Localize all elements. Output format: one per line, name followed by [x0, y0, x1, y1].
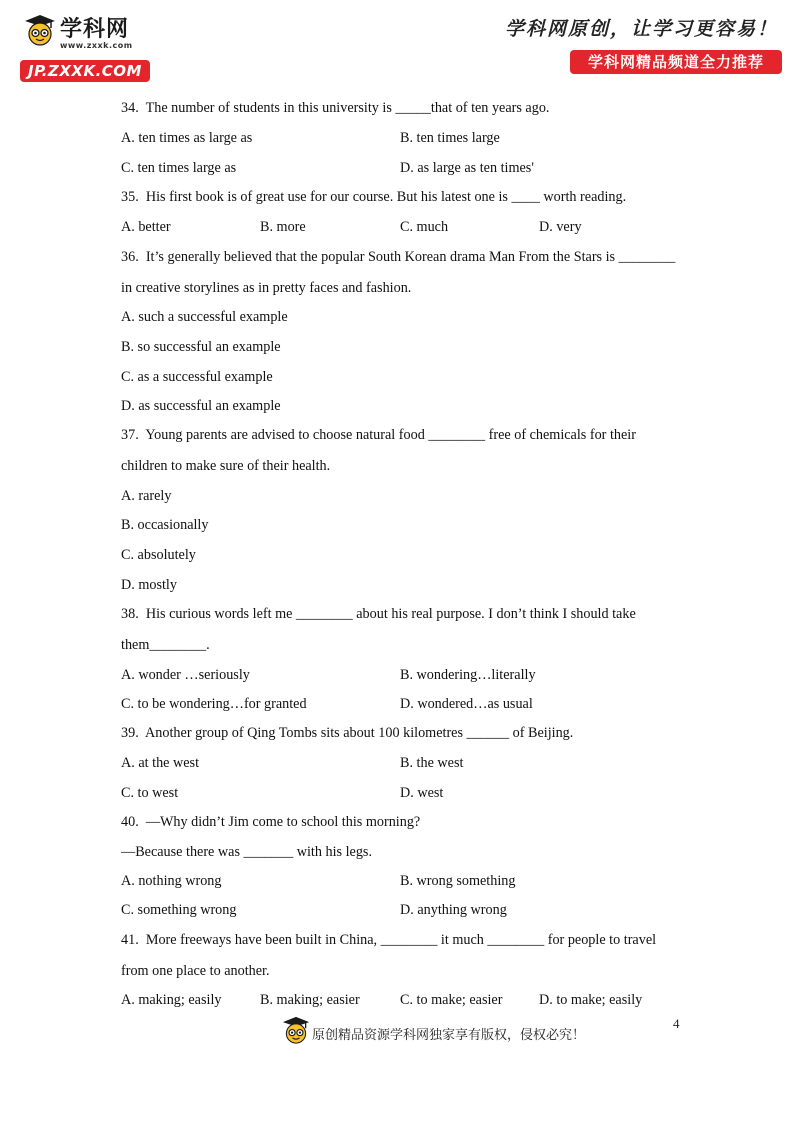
option-d[interactable]: D. as large as ten times': [400, 160, 534, 176]
option-a[interactable]: A. nothing wrong: [121, 873, 222, 889]
page-header: [0, 0, 800, 90]
question-36-stem: [121, 249, 675, 266]
question-37-stem-cont: children to make sure of their health.: [121, 458, 331, 474]
option-d[interactable]: D. wondered…as usual: [400, 696, 533, 712]
question-text: The number of students in this university is _____that of ten years ago.: [145, 100, 550, 116]
option-a[interactable]: A. ten times as large as: [121, 130, 253, 146]
option-d[interactable]: D. mostly: [121, 577, 177, 593]
question-40-stem-cont: —Because there was _______ with his legs.: [121, 844, 372, 860]
question-41-stem-cont: from one place to another.: [121, 963, 270, 979]
option-c[interactable]: C. something wrong: [121, 902, 237, 918]
question-39-stem: [121, 725, 573, 742]
header-recommend-badge[interactable]: 学科网精品频道全力推荐: [570, 50, 782, 74]
question-38-stem: [121, 606, 636, 623]
question-41-stem: [121, 932, 656, 949]
option-d[interactable]: D. west: [400, 785, 444, 801]
option-b[interactable]: B. ten times large: [400, 130, 500, 146]
logo-url-badge[interactable]: JP.ZXXK.COM: [20, 60, 150, 82]
option-d[interactable]: D. very: [539, 219, 582, 235]
mascot-face-icon: [24, 14, 56, 46]
option-c[interactable]: C. ten times large as: [121, 160, 237, 176]
question-text: Young parents are advised to choose natural food ________ free of chemicals for their: [145, 427, 636, 443]
option-a[interactable]: A. wonder …seriously: [121, 667, 250, 683]
question-34-stem: [121, 100, 549, 117]
option-b[interactable]: B. so successful an example: [121, 339, 281, 355]
mascot-face-icon: [282, 1016, 310, 1044]
option-c[interactable]: C. absolutely: [121, 547, 196, 563]
option-d[interactable]: D. to make; easily: [539, 992, 643, 1008]
question-number: 35.: [121, 189, 139, 205]
option-b[interactable]: B. occasionally: [121, 517, 209, 533]
question-36-stem-cont: in creative storylines as in pretty faces and fashion.: [121, 280, 412, 296]
question-number: 34.: [121, 100, 139, 116]
question-40-stem: [121, 814, 420, 831]
question-text: Another group of Qing Tombs sits about 100 kilometres ______ of Beijing.: [145, 725, 574, 741]
question-text: More freeways have been built in China, ________ it much ________ for people to travel: [145, 932, 657, 948]
option-c[interactable]: C. to west: [121, 785, 179, 801]
option-b[interactable]: B. the west: [400, 755, 464, 771]
question-number: 41.: [121, 932, 139, 948]
header-slogan: 学科网原创，让学习更容易！: [504, 18, 778, 40]
option-a[interactable]: A. at the west: [121, 755, 200, 771]
option-b[interactable]: B. making; easier: [260, 992, 360, 1008]
question-number: 40.: [121, 814, 139, 830]
page-number: 4: [673, 1016, 680, 1031]
question-text: His curious words left me ________ about his real purpose. I don’t think I should take: [145, 606, 636, 622]
question-text: His first book is of great use for our course. But his latest one is ____ worth reading.: [145, 189, 627, 205]
option-c[interactable]: C. much: [400, 219, 449, 235]
question-number: 36.: [121, 249, 139, 265]
option-c[interactable]: C. to make; easier: [400, 992, 503, 1008]
question-37-stem: [121, 427, 636, 444]
option-a[interactable]: A. making; easily: [121, 992, 222, 1008]
option-a[interactable]: A. rarely: [121, 488, 172, 504]
question-text: It’s generally believed that the popular South Korean drama Man From the Stars is ________: [145, 249, 676, 265]
option-c[interactable]: C. as a successful example: [121, 369, 273, 385]
option-b[interactable]: B. more: [260, 219, 306, 235]
option-b[interactable]: B. wondering…literally: [400, 667, 536, 683]
question-number: 38.: [121, 606, 139, 622]
question-35-stem: [121, 189, 626, 206]
option-c[interactable]: C. to be wondering…for granted: [121, 696, 307, 712]
page-footer: [0, 1012, 800, 1052]
question-number: 37.: [121, 427, 139, 443]
logo-url: www.zxxk.com: [60, 41, 133, 50]
option-d[interactable]: D. anything wrong: [400, 902, 507, 918]
question-38-stem-cont: them________.: [121, 637, 210, 653]
option-a[interactable]: A. such a successful example: [121, 309, 288, 325]
logo-title: 学科网: [60, 17, 130, 42]
question-number: 39.: [121, 725, 139, 741]
option-a[interactable]: A. better: [121, 219, 171, 235]
question-text: —Why didn’t Jim come to school this morning?: [145, 814, 421, 830]
zxxk-logo[interactable]: [20, 10, 160, 82]
option-b[interactable]: B. wrong something: [400, 873, 516, 889]
copyright-notice: 原创精品资源学科网独家享有版权，侵权必究！: [312, 1028, 586, 1043]
option-d[interactable]: D. as successful an example: [121, 398, 281, 414]
